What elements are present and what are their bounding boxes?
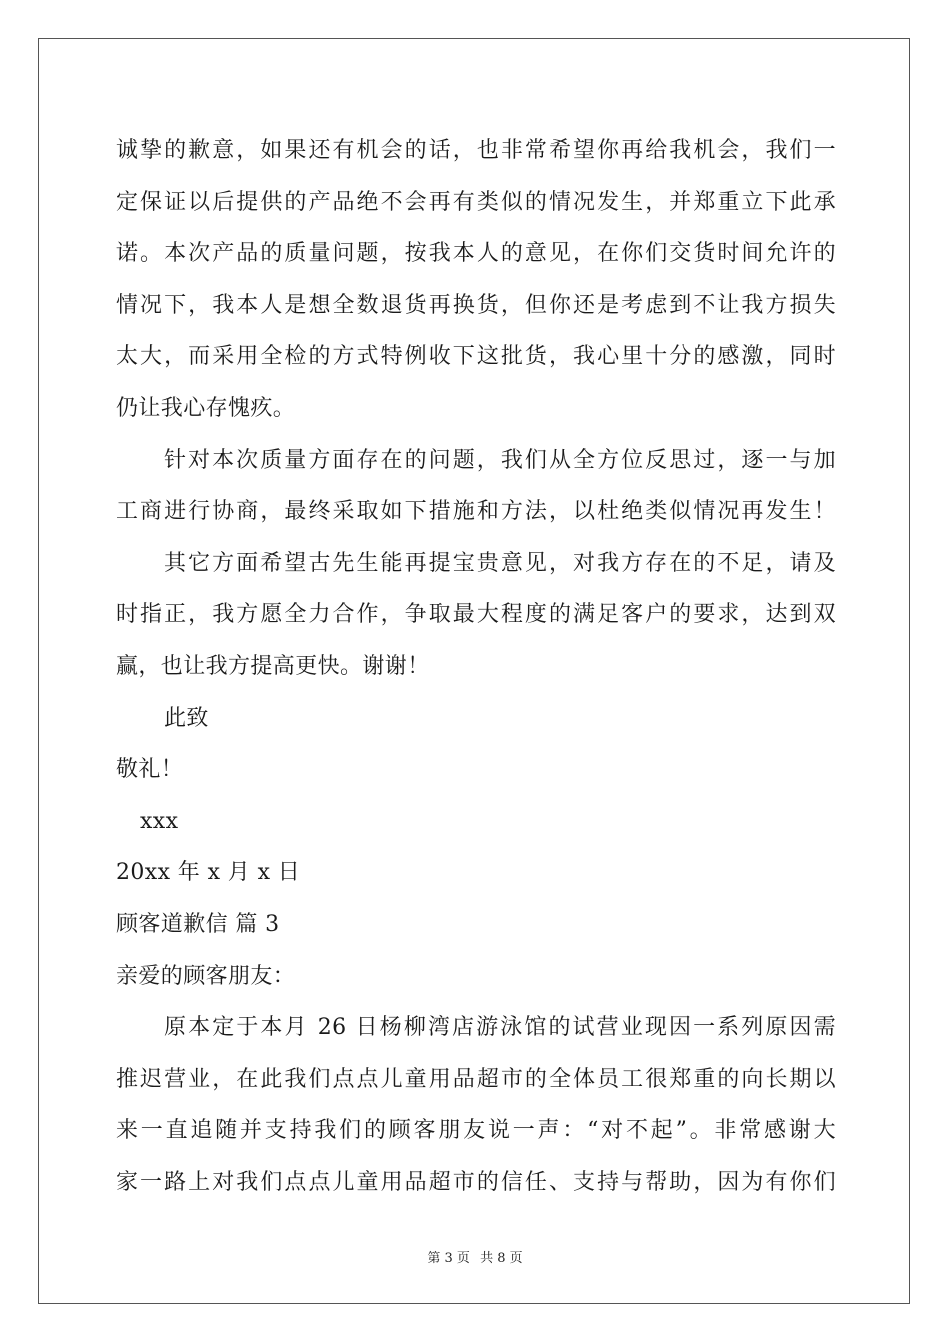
paragraph-line: 仍让我心存愧疚。 (116, 395, 296, 421)
paragraph-line: 赢，也让我方提高更快。谢谢！ (116, 653, 430, 679)
paragraph-line: 推迟营业，在此我们点点儿童用品超市的全体员工很郑重的向长期以 (116, 1066, 836, 1092)
closing-regards: 敬礼！ (116, 757, 184, 783)
letter-greeting: 亲爱的顾客朋友： (116, 963, 296, 989)
signature-date: 20xx 年 x 月 x 日 (116, 860, 301, 886)
paragraph-line: 太大，而采用全检的方式特例收下这批货，我心里十分的感激，同时 (116, 344, 836, 370)
paragraph-line: 原本定于本月 26 日杨柳湾店游泳馆的试营业现因一系列原因需 (164, 1015, 836, 1041)
document-body (116, 125, 836, 1208)
paragraph-line: 工商进行协商，最终采取如下措施和方法，以杜绝类似情况再发生！ (116, 499, 836, 525)
paragraph-line: 定保证以后提供的产品绝不会再有类似的情况发生，并郑重立下此承 (116, 189, 836, 215)
page-footer (0, 1247, 950, 1266)
page-number: 第 3 页 (427, 1251, 470, 1266)
paragraph-line: 其它方面希望古先生能再提宝贵意见，对我方存在的不足，请及 (164, 550, 836, 576)
closing-salutation: 此致 (164, 705, 209, 731)
paragraph-line: 家一路上对我们点点儿童用品超市的信任、支持与帮助，因为有你们 (116, 1169, 836, 1195)
paragraph-line: 诚挚的歉意，如果还有机会的话，也非常希望你再给我机会，我们一 (116, 138, 836, 163)
section-heading: 顾客道歉信 篇 3 (116, 911, 280, 937)
paragraph-line: 时指正，我方愿全力合作，争取最大程度的满足客户的要求，达到双 (116, 602, 836, 628)
paragraph-line: 来一直追随并支持我们的顾客朋友说一声：“对不起”。非常感谢大 (116, 1118, 836, 1144)
paragraph-line: 诺。本次产品的质量问题，按我本人的意见，在你们交货时间允许的 (116, 241, 836, 267)
signature-name: xxx (140, 808, 179, 834)
paragraph-line: 情况下，我本人是想全数退货再换货，但你还是考虑到不让我方损失 (116, 292, 836, 318)
page-total: 共 8 页 (480, 1251, 523, 1266)
paragraph-line: 针对本次质量方面存在的问题，我们从全方位反思过，逐一与加 (164, 447, 836, 473)
